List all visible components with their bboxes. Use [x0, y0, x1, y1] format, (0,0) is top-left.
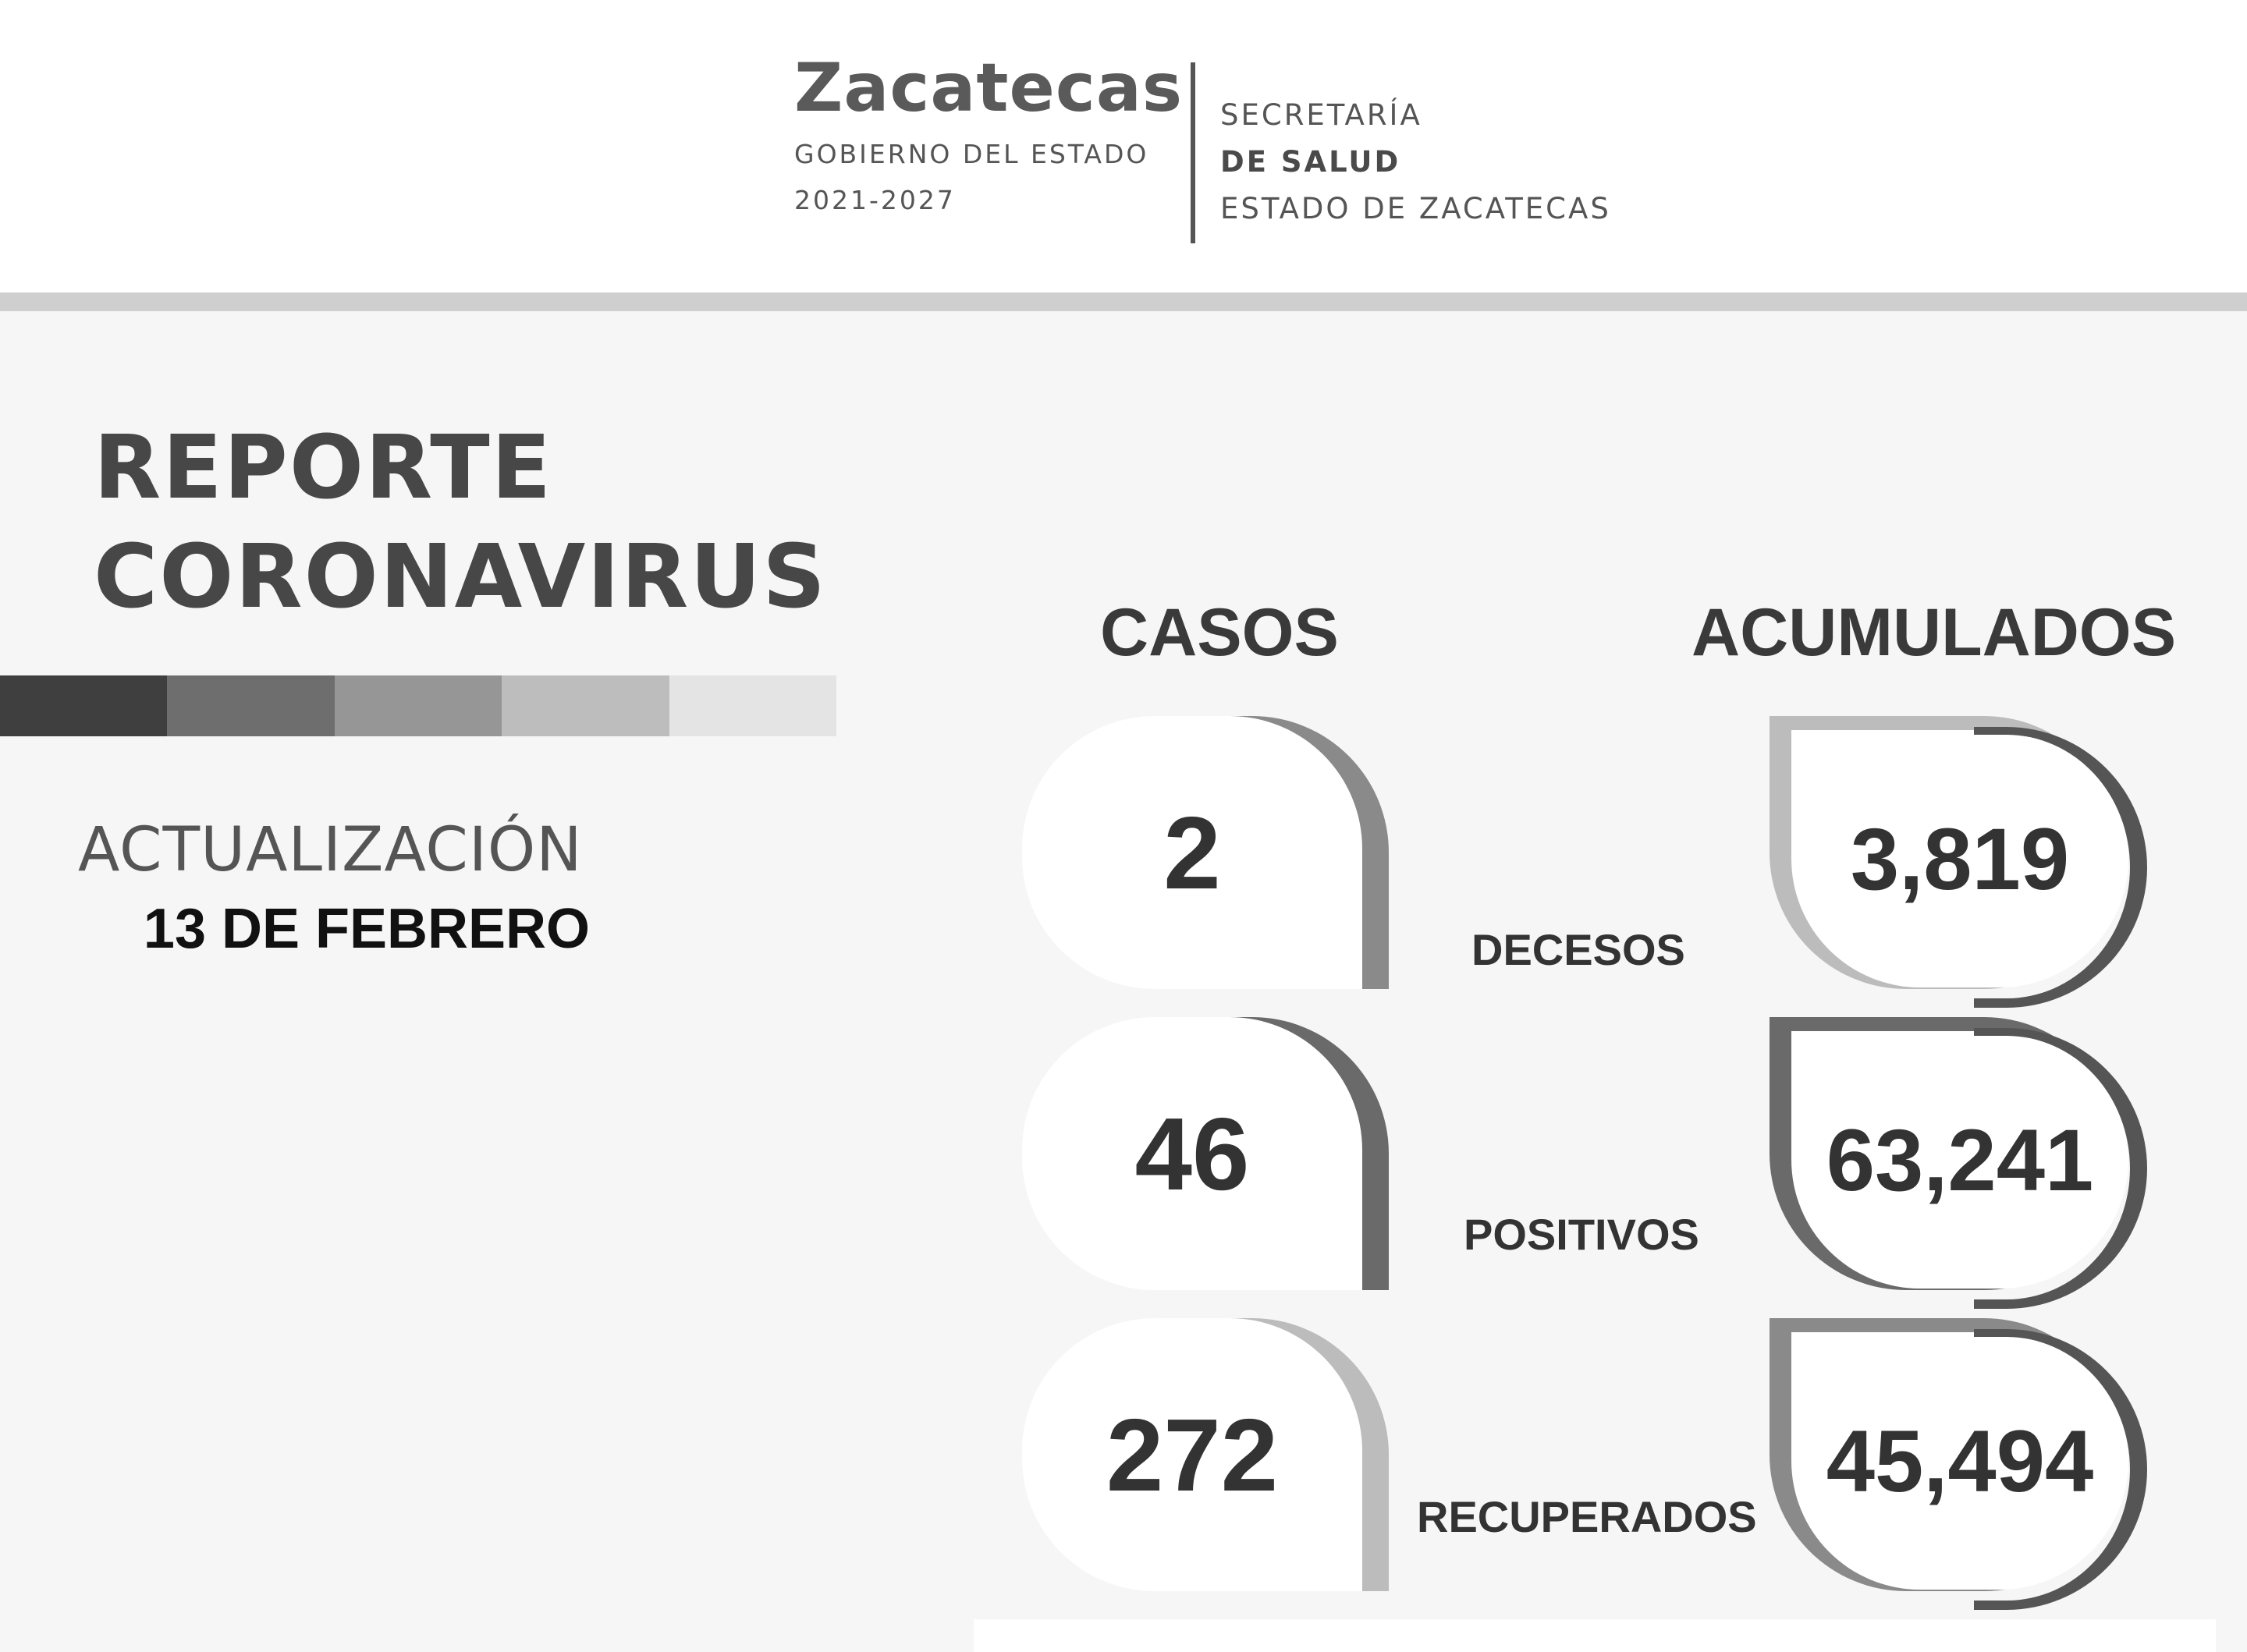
secretaria-line-1: SECRETARÍA: [1220, 98, 1422, 132]
recuperados-acumulados-bubble: [1770, 1318, 2136, 1607]
decesos-acumulados-bubble: [1770, 716, 2136, 1005]
decesos-acumulados-value: 3,819: [1850, 810, 2070, 908]
stripe-1: [0, 675, 167, 736]
stripe-4: [502, 675, 669, 736]
title-line-2: CORONAVIRUS: [94, 526, 827, 628]
recuperados-acumulados-value: 45,494: [1826, 1412, 2094, 1510]
decesos-casos-value: 2: [1163, 795, 1221, 910]
bubble-face: [1022, 716, 1362, 989]
recuperados-casos-bubble: [1022, 1318, 1389, 1607]
government-name: Zacatecas: [794, 49, 1184, 127]
stripe-5: [669, 675, 836, 736]
bubble-outline: [1974, 727, 2147, 1008]
positivos-casos-value: 46: [1134, 1096, 1250, 1211]
bubble-face: [1022, 1318, 1362, 1591]
stripe-3: [335, 675, 502, 736]
stripe-2: [167, 675, 334, 736]
recuperados-casos-value: 272: [1106, 1397, 1279, 1512]
logo-divider: [1191, 62, 1195, 243]
decesos-casos-bubble: [1022, 716, 1389, 1005]
decesos-label: DECESOS: [1471, 925, 1685, 974]
update-label: ACTUALIZACIÓN: [78, 815, 583, 885]
header-divider-bar: [0, 292, 2247, 311]
bubble-outline: [1974, 1329, 2147, 1610]
positivos-acumulados-value: 63,241: [1826, 1111, 2094, 1209]
bubble-face: [1022, 1017, 1362, 1290]
secretaria-line-3: ESTADO DE ZACATECAS: [1220, 192, 1611, 225]
bottom-strip: [974, 1619, 2216, 1652]
positivos-label: POSITIVOS: [1464, 1210, 1699, 1259]
secretaria-line-2: DE SALUD: [1220, 145, 1401, 179]
casos-header: CASOS: [1100, 595, 1339, 670]
government-logo: [794, 49, 1184, 215]
positivos-acumulados-bubble: [1770, 1017, 2136, 1306]
positivos-casos-bubble: [1022, 1017, 1389, 1306]
bubble-outline: [1974, 1028, 2147, 1309]
recuperados-label: RECUPERADOS: [1417, 1492, 1757, 1541]
secretaria-logo: [1220, 92, 1611, 232]
title-line-1: REPORTE: [94, 417, 553, 519]
government-subtitle: GOBIERNO DEL ESTADO: [794, 139, 1149, 169]
acumulados-header: ACUMULADOS: [1691, 595, 2177, 670]
gradient-stripes: [0, 675, 836, 736]
update-date: 13 DE FEBRERO: [143, 898, 591, 960]
page-title: [94, 413, 827, 632]
government-years: 2021-2027: [794, 185, 956, 215]
